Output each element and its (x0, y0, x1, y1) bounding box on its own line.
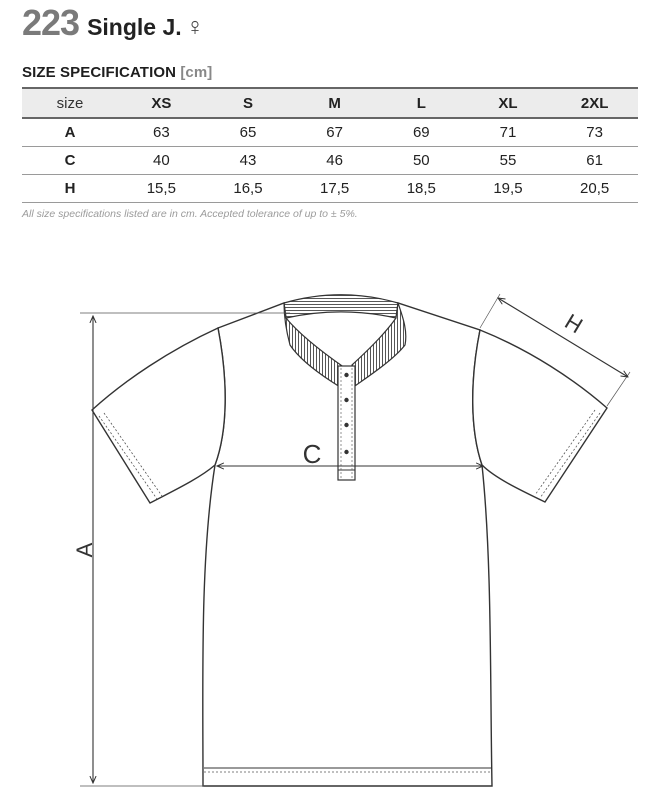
table-row (22, 175, 638, 203)
size-xs: XS (118, 88, 205, 118)
table-row (22, 118, 638, 147)
size-2xl: 2XL (551, 88, 638, 118)
size-header-label: size (22, 88, 118, 118)
dimension-h-label: H (560, 308, 588, 339)
table-cell: 63 (118, 118, 205, 147)
row-label: A (22, 118, 118, 147)
size-s: S (205, 88, 292, 118)
size-xl: XL (465, 88, 552, 118)
table-cell: 46 (291, 147, 378, 175)
size-m: M (291, 88, 378, 118)
button (344, 450, 348, 454)
row-label: H (22, 175, 118, 203)
table-cell: 19,5 (465, 175, 552, 203)
size-table (22, 87, 638, 203)
table-cell: 65 (205, 118, 292, 147)
table-cell: 43 (205, 147, 292, 175)
table-cell: 15,5 (118, 175, 205, 203)
model-number: 223 (22, 2, 80, 43)
table-cell: 71 (465, 118, 552, 147)
spec-title-text: SIZE SPECIFICATION (22, 64, 177, 81)
table-cell: 18,5 (378, 175, 465, 203)
female-symbol-icon: ♀ (185, 13, 205, 41)
model-name: Single J. (87, 14, 182, 40)
table-cell: 16,5 (205, 175, 292, 203)
table-cell: 69 (378, 118, 465, 147)
button (344, 373, 348, 377)
table-cell: 40 (118, 147, 205, 175)
left-sleeve (92, 328, 225, 503)
tolerance-note: All size specifications listed are in cm. Accepted tolerance of up to ± 5%. (22, 208, 358, 220)
spec-unit: [cm] (180, 64, 213, 81)
dimension-c-label: C (302, 439, 322, 469)
table-cell: 61 (551, 147, 638, 175)
product-header (22, 2, 204, 46)
table-cell: 55 (465, 147, 552, 175)
button (344, 423, 348, 427)
polo-shirt-diagram (0, 270, 660, 806)
dimension-a-label: A (72, 542, 97, 558)
table-cell: 73 (551, 118, 638, 147)
spec-title (22, 64, 212, 81)
table-cell: 20,5 (551, 175, 638, 203)
table-cell: 17,5 (291, 175, 378, 203)
row-label: C (22, 147, 118, 175)
right-sleeve (473, 330, 607, 502)
table-cell: 67 (291, 118, 378, 147)
table-row (22, 147, 638, 175)
table-cell: 50 (378, 147, 465, 175)
table-header-row (22, 88, 638, 118)
size-l: L (378, 88, 465, 118)
button (344, 398, 348, 402)
